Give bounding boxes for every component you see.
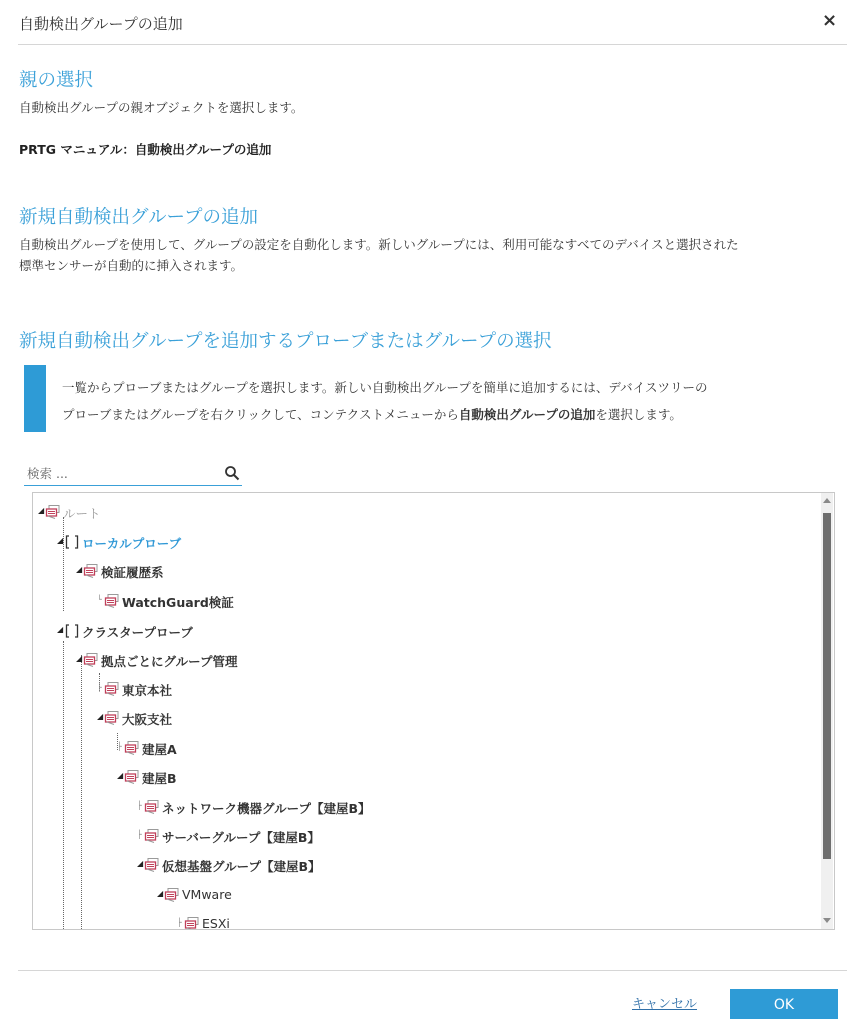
- group-icon: [104, 710, 120, 726]
- tree-node-label: 大阪支社: [122, 712, 173, 727]
- tree-node-label: 検証履歴系: [101, 565, 164, 580]
- tree-node-label: ネットワーク機器グループ【建屋B】: [162, 801, 371, 816]
- info-line-2: [62, 401, 708, 428]
- group-icon: [45, 504, 61, 520]
- scroll-down-icon[interactable]: [823, 918, 831, 923]
- probe-icon: [64, 623, 80, 639]
- expand-icon[interactable]: ◢: [157, 889, 164, 898]
- search-input[interactable]: [27, 464, 217, 482]
- tree-node-label: WatchGuard検証: [122, 595, 234, 610]
- leaf-connector-icon: ├: [117, 742, 122, 751]
- group-icon: [144, 857, 160, 873]
- info-line-2-after: を選択します。: [595, 407, 682, 422]
- tree-node-label: 東京本社: [122, 683, 173, 698]
- new-group-heading: 新規自動検出グループの追加: [19, 207, 259, 228]
- tree-node-label: ローカルプローブ: [82, 536, 182, 551]
- dialog-title: 自動検出グループの追加: [19, 15, 183, 33]
- tree-connector: [81, 655, 82, 929]
- leaf-connector-icon: ├: [137, 801, 142, 810]
- group-icon: [144, 828, 160, 844]
- manual-link[interactable]: PRTG マニュアル：自動検出グループの追加: [19, 142, 272, 157]
- parent-heading: 親の選択: [19, 70, 94, 91]
- search-box: [24, 461, 242, 486]
- tree-node-label: 仮想基盤グループ【建屋B】: [162, 859, 321, 874]
- expand-icon[interactable]: ◢: [117, 771, 124, 780]
- expand-icon[interactable]: ◢: [97, 712, 104, 721]
- tree-node-label: 建屋A: [142, 742, 177, 757]
- info-line-2-bold: 自動検出グループの追加: [458, 407, 596, 422]
- group-icon: [104, 681, 120, 697]
- expand-icon[interactable]: ◢: [76, 565, 83, 574]
- info-accent-bar: [24, 365, 46, 432]
- new-group-description-1: 自動検出グループを使用して、グループの設定を自動化します。新しいグループには、利用可能なすべてのデバイスと選択された: [19, 237, 739, 252]
- parent-description: 自動検出グループの親オブジェクトを選択します。: [19, 100, 304, 115]
- group-icon: [104, 593, 120, 609]
- tree-node-label: VMware: [182, 887, 232, 902]
- search-icon[interactable]: [224, 465, 240, 481]
- device-tree[interactable]: [32, 492, 835, 930]
- group-icon: [144, 799, 160, 815]
- group-icon: [83, 563, 99, 579]
- tree-scrollbar-thumb[interactable]: [823, 513, 831, 859]
- footer-divider: [18, 970, 847, 971]
- info-line-1: 一覧からプローブまたはグループを選択します。新しい自動検出グループを簡単に追加するには、デバイスツリーの: [62, 380, 708, 395]
- title-divider: [18, 44, 847, 45]
- group-icon: [124, 740, 140, 756]
- expand-icon[interactable]: ◢: [76, 654, 83, 663]
- expand-icon[interactable]: ◢: [57, 625, 64, 634]
- info-text: [62, 374, 708, 428]
- group-icon: [164, 887, 180, 903]
- expand-icon[interactable]: ◢: [57, 536, 64, 545]
- expand-icon[interactable]: ◢: [137, 859, 144, 868]
- cancel-button[interactable]: キャンセル: [632, 997, 698, 1012]
- expand-icon[interactable]: ◢: [38, 506, 45, 515]
- tree-node-label: ESXi: [202, 916, 230, 930]
- tree-node-label: ルート: [63, 506, 101, 521]
- info-line-2-before: プローブまたはグループを右クリックして、コンテクストメニューから: [62, 407, 459, 422]
- tree-connector: [63, 517, 64, 611]
- group-icon: [184, 916, 200, 930]
- scroll-up-icon[interactable]: [823, 498, 831, 503]
- ok-button[interactable]: OK: [730, 989, 838, 1019]
- group-icon: [124, 769, 140, 785]
- tree-node-label: サーバーグループ【建屋B】: [162, 830, 320, 845]
- tree-node-label: 建屋B: [142, 771, 177, 786]
- new-group-description-2: 標準センサーが自動的に挿入されます。: [19, 258, 244, 273]
- dialog-titlebar: [0, 0, 865, 44]
- close-icon[interactable]: ×: [822, 10, 838, 31]
- tree-node-label: 拠点ごとにグループ管理: [101, 654, 238, 669]
- probe-icon: [64, 534, 80, 550]
- select-heading: 新規自動検出グループを追加するプローブまたはグループの選択: [19, 331, 552, 352]
- leaf-connector-icon: ├: [137, 830, 142, 839]
- tree-node-label: クラスタープローブ: [82, 625, 193, 640]
- leaf-connector-icon: ├: [177, 918, 182, 927]
- leaf-connector-icon: └: [97, 595, 102, 604]
- tree-connector: [63, 641, 64, 929]
- leaf-connector-icon: ├: [97, 683, 102, 692]
- group-icon: [83, 652, 99, 668]
